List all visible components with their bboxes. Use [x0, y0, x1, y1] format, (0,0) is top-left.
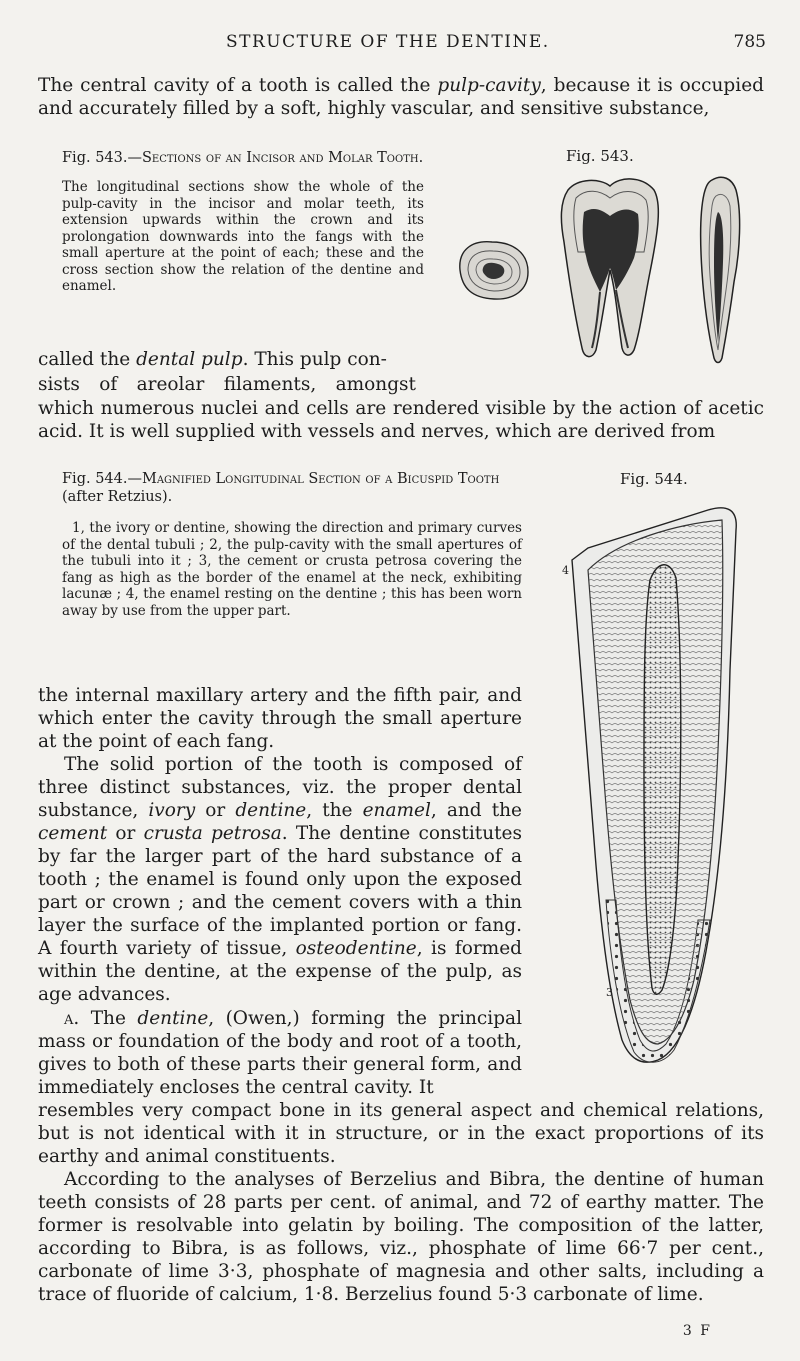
fig543-caption-prefix: Fig. 543.— — [62, 150, 142, 166]
fig544-caption — [62, 470, 522, 619]
fig544-caption-after: (after Retzius). — [62, 489, 173, 505]
paragraph-dental-pulp-line2: sists of areolar filaments, amongst — [38, 374, 416, 395]
fig543-label: Fig. 543. — [566, 147, 634, 165]
para2-text: called the — [38, 349, 137, 370]
incisor-tooth-section — [701, 177, 740, 362]
fig544-illustration — [558, 500, 778, 1070]
paragraph-berzelius-bibra: According to the analyses of Berzelius and Bibra, the dentine of human teeth consists of 28 parts per cent. of animal, and 72 of earthy matter. The former is resolvable into gelatin by boiling. The composition of the latter, according to Bibra, is as follows, viz., phosphate of lime 66·7 per cent., carbonate of lime 3·3, phosphate of magnesia and other salts, including a trace of fluoride of calcium, 1·8. Berzelius found 5·3 carbonate of lime. — [38, 1169, 764, 1305]
fig544-caption-prefix: Fig. 544.— — [62, 471, 142, 487]
paragraph-dentine-owen — [38, 1007, 522, 1099]
fig544-label: Fig. 544. — [620, 470, 688, 488]
paragraph-dentine-owen-rest: resembles very compact bone in its general aspect and chemical relations, but is not identical with it in structure, or in the exact proportions of its earthy and animal constituents. — [38, 1100, 764, 1167]
para1-text: The central cavity of a tooth is called the — [38, 75, 438, 96]
paragraph-internal-maxillary: the internal maxillary artery and the fifth pair, and which enter the cavity through the small aperture at the point of each fang. — [38, 685, 522, 752]
marker-3: 3 — [606, 986, 613, 999]
fig543-caption-title-text: Sections of an Incisor and Molar Tooth. — [141, 150, 424, 166]
term-dental-pulp: dental pulp — [136, 349, 243, 370]
fig543-caption-title — [62, 149, 424, 167]
para1-text-cont: , because it is occupied and accurately filled by a soft, highly vascular, and sensitive substance, — [38, 75, 764, 119]
running-title: STRUCTURE OF THE DENTINE. — [226, 32, 550, 52]
paragraph-pulp-cavity — [38, 74, 764, 120]
cross-section-tooth — [460, 242, 528, 299]
para5-text-1: The — [79, 1008, 138, 1029]
para4-text-7: , is formed within the dentine, at the expense of the pulp, as age advances. — [38, 938, 523, 1005]
term-dentine-a: dentine — [137, 1008, 209, 1029]
paragraph-dental-pulp-rest: which numerous nuclei and cells are rendered visible by the action of acetic acid. It is well supplied with vessels and nerves, which are derived from — [38, 398, 764, 442]
term-cement: cement — [38, 823, 108, 844]
para5-text-2: , (Owen,) forming the principal mass or foundation of the body and root of a tooth, gives to both of these parts their general form, and immediately encloses the central cavity. It — [38, 1008, 523, 1098]
fig544-caption-title-text: Magnified Longitudinal Section of a Bicuspid Tooth — [141, 471, 500, 487]
term-enamel: enamel — [362, 800, 431, 821]
para4-text-3: , the — [306, 800, 363, 821]
term-ivory: ivory — [148, 800, 196, 821]
fig543-caption-text: The longitudinal sections show the whole of the pulp-cavity in the incisor and molar teeth, its extension upwards within the crown and its prolongation downwards into the fangs with the small aperture at the point of each; these and the cross section show the relation of the dentine and enamel. — [62, 179, 424, 294]
marker-4: 4 — [562, 564, 569, 577]
fig543-caption — [62, 149, 424, 295]
para4-text-5: or — [107, 823, 144, 844]
section-marker-a: a. — [64, 1008, 80, 1029]
para4-text-1: The solid portion of the tooth is composed of three distinct substances, viz. the proper dental substance, — [38, 754, 522, 821]
page-number: 785 — [733, 32, 766, 52]
para4-text-4: , and the — [430, 800, 522, 821]
para2-text-cont: . This pulp con- — [242, 349, 387, 370]
fig544-caption-title — [62, 470, 522, 506]
molar-tooth-section — [561, 179, 658, 357]
signature-mark: 3 F — [682, 1323, 712, 1339]
paragraph-solid-portion — [38, 753, 522, 1006]
term-crusta-petrosa: crusta petrosa — [143, 823, 282, 844]
fig544-caption-text: 1, the ivory or dentine, showing the direction and primary curves of the dental tubuli ; 2, the pulp-cavity with the small apertures of the tubuli into it ; 3, the cement or crusta petrosa covering the fang as high as the border of the enamel at the neck, exhibiting lacunæ ; 4, the enamel resting on the dentine ; this has been worn away by use from the upper part. — [62, 520, 522, 619]
para4-text-2: or — [195, 800, 236, 821]
term-pulp-cavity: pulp-cavity — [437, 75, 541, 96]
paragraph-dental-pulp-line1 — [38, 348, 416, 371]
term-osteodentine: osteodentine — [295, 938, 417, 959]
term-dentine: dentine — [235, 800, 307, 821]
para4-text-6: . The dentine constitutes by far the larger part of the hard substance of a tooth ; the enamel is found only upon the exposed part or crown ; and the cement covers with a thin layer the surface of the implanted portion or fang. A fourth variety of tissue, — [38, 823, 522, 959]
fig543-illustration — [450, 172, 760, 367]
